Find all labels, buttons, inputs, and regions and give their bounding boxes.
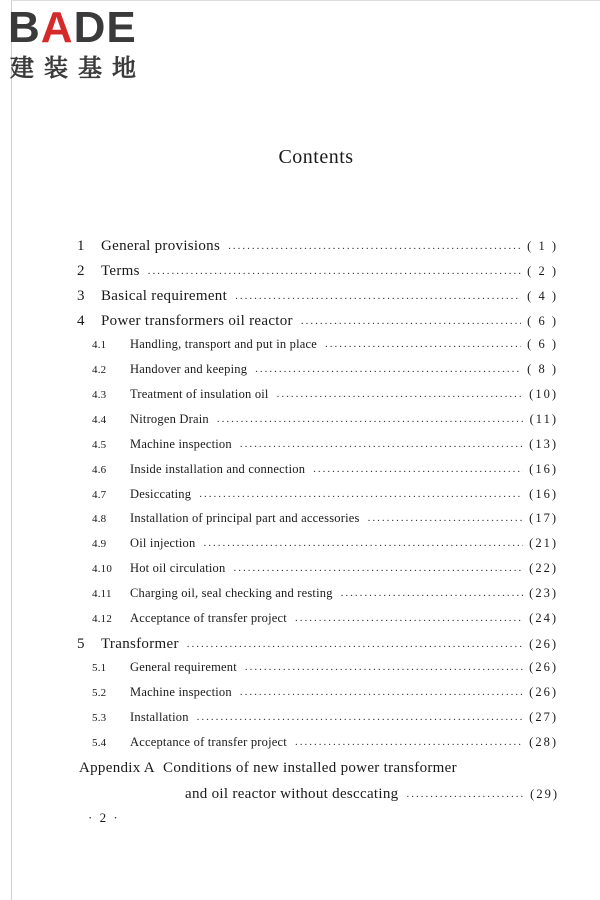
toc-entry-page: (23) bbox=[529, 585, 558, 600]
toc-entry-page: (26) bbox=[529, 636, 558, 651]
toc-entry-number: 4.3 bbox=[92, 389, 107, 402]
toc-entry-title: Charging oil, seal checking and resting bbox=[130, 585, 333, 600]
toc-entry-title: Handover and keeping bbox=[130, 362, 248, 377]
toc-entry bbox=[92, 337, 558, 352]
toc-entry-title: Acceptance of transfer project bbox=[130, 735, 287, 749]
toc-entry-page: (24) bbox=[529, 610, 558, 625]
dot-leader bbox=[197, 712, 524, 723]
toc-entry-number: 4.6 bbox=[92, 463, 107, 476]
dot-leader bbox=[235, 291, 521, 302]
toc-entry-title: Power transformers oil reactor bbox=[101, 312, 293, 329]
toc-entry-title: Installation of principal part and accessories bbox=[130, 511, 360, 526]
dot-leader bbox=[148, 266, 521, 277]
toc-entry bbox=[92, 735, 558, 750]
toc-entry-page: (26) bbox=[529, 660, 558, 675]
toc-entry bbox=[92, 561, 558, 576]
dot-leader bbox=[203, 538, 523, 549]
dot-leader bbox=[240, 439, 523, 450]
toc-entry-title: Installation bbox=[130, 710, 189, 725]
toc-entry-number: 4.9 bbox=[92, 538, 107, 551]
toc-entry bbox=[92, 536, 558, 551]
toc-entry bbox=[92, 487, 558, 502]
toc-entry-title: Nitrogen Drain bbox=[130, 411, 209, 426]
dot-leader bbox=[277, 389, 524, 400]
toc-entry bbox=[77, 636, 558, 653]
appendix-line-1 bbox=[79, 760, 559, 777]
toc-entry bbox=[92, 685, 558, 700]
toc-entry-title: General requirement bbox=[130, 660, 237, 675]
toc-entry bbox=[77, 238, 558, 255]
toc-entry-number: 5.4 bbox=[92, 737, 107, 749]
toc-entry-number: 4.7 bbox=[92, 488, 107, 501]
toc-entry-number: 4.10 bbox=[92, 563, 113, 576]
dot-leader bbox=[228, 241, 521, 252]
toc-entry-page: (11) bbox=[529, 411, 558, 426]
logo-letters-de: DE bbox=[73, 3, 137, 52]
toc-entry-number: 4.8 bbox=[92, 513, 107, 526]
toc-entry-page: (16) bbox=[529, 486, 558, 501]
toc-entry-page: ( 6 ) bbox=[527, 313, 558, 328]
dot-leader bbox=[368, 513, 524, 524]
toc-entry-title: Hot oil circulation bbox=[130, 561, 226, 576]
toc-entry-page: (17) bbox=[529, 511, 558, 526]
toc-entry bbox=[92, 511, 558, 526]
toc-entry-title: Acceptance of transfer project bbox=[130, 610, 287, 625]
appendix-label: Appendix A bbox=[79, 760, 155, 776]
toc-entry-page: (27) bbox=[529, 710, 558, 725]
dot-leader bbox=[301, 316, 521, 327]
toc-entry-number: 4.4 bbox=[92, 413, 107, 426]
toc-entry-title: Oil injection bbox=[130, 536, 196, 551]
dot-leader bbox=[295, 737, 523, 748]
toc-entry-page: (26) bbox=[529, 685, 558, 700]
toc-entry bbox=[92, 586, 558, 601]
toc-entry-title: Handling, transport and put in place bbox=[130, 337, 318, 352]
toc-entry-title: Desiccating bbox=[130, 486, 192, 501]
dot-leader bbox=[187, 639, 523, 650]
appendix-title-line-2: and oil reactor without desccating bbox=[185, 786, 399, 802]
toc-entry-number: 5 bbox=[77, 635, 85, 652]
appendix-page-number: (29) bbox=[530, 787, 559, 801]
toc-entry-title: Transformer bbox=[101, 635, 179, 652]
toc-entry-number: 5.2 bbox=[92, 687, 107, 700]
appendix-entry bbox=[79, 760, 559, 802]
toc-entry-page: (10) bbox=[529, 387, 558, 402]
toc-entry bbox=[92, 412, 558, 427]
toc-entry bbox=[77, 288, 558, 305]
toc-entry-page: (22) bbox=[529, 561, 558, 576]
toc-entry bbox=[92, 710, 558, 725]
toc-entry-number: 5.1 bbox=[92, 662, 107, 675]
toc-entry-page: ( 8 ) bbox=[527, 362, 558, 377]
toc-entry-page: ( 1 ) bbox=[527, 239, 558, 253]
toc-entry-page: (28) bbox=[529, 735, 558, 749]
logo-chinese-text: 建装基地 bbox=[10, 54, 146, 82]
toc-entry-title: General provisions bbox=[101, 238, 221, 254]
toc-entry-number: 5.3 bbox=[92, 712, 107, 725]
toc-entry-page: (21) bbox=[529, 536, 558, 551]
dot-leader bbox=[313, 464, 523, 475]
dot-leader bbox=[295, 613, 523, 624]
toc-entry-page: (16) bbox=[529, 461, 558, 476]
toc-entry bbox=[92, 437, 558, 452]
toc-entry-title: Machine inspection bbox=[130, 436, 232, 451]
toc-entry-title: Terms bbox=[101, 262, 140, 279]
logo-letter-b: B bbox=[8, 3, 41, 52]
toc-entry bbox=[77, 313, 558, 330]
toc-entry-number: 1 bbox=[77, 238, 85, 254]
toc-entry bbox=[92, 387, 558, 402]
dot-leader bbox=[406, 789, 524, 800]
appendix-title-line-1: Conditions of new installed power transformer bbox=[163, 760, 457, 776]
toc-entry bbox=[92, 660, 558, 675]
toc-entry-number: 4 bbox=[77, 312, 85, 329]
page-folio: · 2 · bbox=[88, 810, 120, 825]
toc-entry-number: 3 bbox=[77, 287, 85, 304]
toc-entry-page: ( 4 ) bbox=[527, 288, 558, 303]
toc-entry-number: 4.5 bbox=[92, 438, 107, 451]
dot-leader bbox=[217, 414, 524, 425]
toc-entry-title: Inside installation and connection bbox=[130, 461, 306, 476]
toc-entry-page: ( 2 ) bbox=[527, 263, 558, 278]
toc-entry bbox=[77, 263, 558, 280]
toc-entry bbox=[92, 362, 558, 377]
dot-leader bbox=[341, 588, 524, 599]
dot-leader bbox=[325, 339, 521, 350]
dot-leader bbox=[255, 364, 521, 375]
toc-entry-number: 4.12 bbox=[92, 612, 113, 625]
page-title: Contents bbox=[278, 146, 354, 168]
toc-entry-number: 2 bbox=[77, 262, 85, 279]
dot-leader bbox=[233, 563, 523, 574]
toc-entry-title: Treatment of insulation oil bbox=[130, 387, 269, 402]
dot-leader bbox=[245, 662, 523, 673]
toc-entry bbox=[92, 611, 558, 626]
appendix-line-2 bbox=[185, 786, 559, 803]
toc-entry-title: Basical requirement bbox=[101, 287, 228, 304]
toc-entry-title: Machine inspection bbox=[130, 685, 232, 700]
toc-entry-page: ( 6 ) bbox=[527, 337, 558, 352]
logo-letter-a: A bbox=[40, 3, 74, 52]
toc-entry-number: 4.1 bbox=[92, 339, 107, 352]
toc-entry-number: 4.11 bbox=[92, 587, 112, 600]
dot-leader bbox=[199, 489, 523, 500]
toc-entry-page: (13) bbox=[529, 436, 558, 451]
toc-entry bbox=[92, 462, 558, 477]
toc-entry-number: 4.2 bbox=[92, 364, 107, 377]
dot-leader bbox=[240, 687, 523, 698]
